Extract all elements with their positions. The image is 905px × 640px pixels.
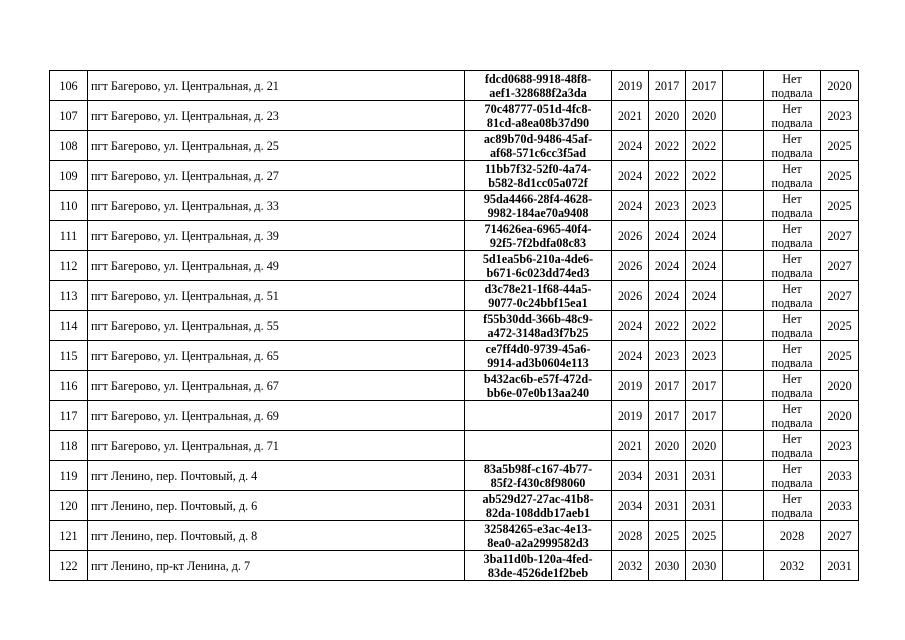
address-cell: пгт Багерово, ул. Центральная, д. 65 bbox=[88, 341, 465, 371]
year-cell-1: 2019 bbox=[612, 371, 649, 401]
house-guid-line-1: 11bb7f32-52f0-4a74- bbox=[484, 161, 592, 176]
table-row bbox=[50, 311, 859, 341]
address-cell: пгт Багерово, ул. Центральная, д. 67 bbox=[88, 371, 465, 401]
year-cell-3: 2023 bbox=[686, 191, 723, 221]
table-row bbox=[50, 161, 859, 191]
house-guid-cell bbox=[465, 71, 612, 101]
basement-line-2: подвала bbox=[771, 445, 813, 460]
address-cell: пгт Багерово, ул. Центральная, д. 51 bbox=[88, 281, 465, 311]
table-row bbox=[50, 401, 859, 431]
row-number: 107 bbox=[50, 101, 88, 131]
row-number: 119 bbox=[50, 461, 88, 491]
house-guid-line-1: ab529d27-27ac-41b8- bbox=[482, 491, 594, 506]
year-cell-3: 2017 bbox=[686, 71, 723, 101]
basement-line-1: Нет bbox=[782, 341, 802, 356]
basement-line-1: Нет bbox=[782, 371, 802, 386]
house-guid-line-1: ce7ff4d0-9739-45a6- bbox=[485, 341, 591, 356]
basement-line-1: Нет bbox=[782, 281, 802, 296]
address-cell: пгт Багерово, ул. Центральная, д. 27 bbox=[88, 161, 465, 191]
house-guid-cell bbox=[465, 251, 612, 281]
year-cell-last: 2025 bbox=[821, 311, 859, 341]
house-guid-line-2: 9077-0c24bbf15ea1 bbox=[488, 295, 588, 310]
house-guid-line-1: f55b30dd-366b-48c9- bbox=[483, 311, 593, 326]
year-cell-1: 2028 bbox=[612, 521, 649, 551]
basement-cell bbox=[764, 341, 821, 371]
basement-line-2: подвала bbox=[771, 205, 813, 220]
year-cell-1: 2024 bbox=[612, 341, 649, 371]
year-cell-3: 2017 bbox=[686, 371, 723, 401]
address-cell: пгт Багерово, ул. Центральная, д. 55 bbox=[88, 311, 465, 341]
basement-line-2: подвала bbox=[771, 175, 813, 190]
year-cell-3: 2024 bbox=[686, 221, 723, 251]
year-cell-2: 2025 bbox=[649, 521, 686, 551]
house-guid-cell bbox=[465, 161, 612, 191]
basement-cell bbox=[764, 401, 821, 431]
row-number: 113 bbox=[50, 281, 88, 311]
row-number: 110 bbox=[50, 191, 88, 221]
house-guid-line-2: aef1-328688f2a3da bbox=[489, 85, 587, 100]
table-row bbox=[50, 491, 859, 521]
address-cell: пгт Багерово, ул. Центральная, д. 25 bbox=[88, 131, 465, 161]
year-cell-3: 2020 bbox=[686, 431, 723, 461]
table-row bbox=[50, 101, 859, 131]
row-number: 112 bbox=[50, 251, 88, 281]
house-guid-line-1: 95da4466-28f4-4628- bbox=[483, 191, 593, 206]
house-guid-line-2: a472-3148ad3f7b25 bbox=[487, 325, 589, 340]
basement-line-1: Нет bbox=[782, 161, 802, 176]
address-cell: пгт Багерово, ул. Центральная, д. 21 bbox=[88, 71, 465, 101]
year-cell-3: 2024 bbox=[686, 251, 723, 281]
basement-line-1: Нет bbox=[782, 221, 802, 236]
year-cell-2: 2022 bbox=[649, 161, 686, 191]
house-guid-cell bbox=[465, 131, 612, 161]
empty-cell bbox=[723, 341, 764, 371]
year-cell-last: 2027 bbox=[821, 251, 859, 281]
year-cell-2: 2020 bbox=[649, 431, 686, 461]
housing-registry-table bbox=[49, 70, 859, 581]
year-cell-2: 2024 bbox=[649, 221, 686, 251]
row-number: 122 bbox=[50, 551, 88, 581]
year-cell-1: 2026 bbox=[612, 281, 649, 311]
year-cell-2: 2023 bbox=[649, 191, 686, 221]
house-guid-line-2: 8ea0-a2a2999582d3 bbox=[487, 535, 589, 550]
address-cell: пгт Багерово, ул. Центральная, д. 33 bbox=[88, 191, 465, 221]
row-number: 111 bbox=[50, 221, 88, 251]
year-cell-3: 2017 bbox=[686, 401, 723, 431]
year-cell-1: 2024 bbox=[612, 191, 649, 221]
basement-cell bbox=[764, 71, 821, 101]
empty-cell bbox=[723, 131, 764, 161]
basement-cell bbox=[764, 521, 821, 551]
house-guid-cell bbox=[465, 101, 612, 131]
basement-line-1: Нет bbox=[782, 401, 802, 416]
year-cell-2: 2031 bbox=[649, 491, 686, 521]
house-guid-line-1: 714626ea-6965-40f4- bbox=[484, 221, 592, 236]
basement-cell bbox=[764, 101, 821, 131]
year-cell-2: 2017 bbox=[649, 371, 686, 401]
basement-line-2: подвала bbox=[771, 235, 813, 250]
basement-cell bbox=[764, 461, 821, 491]
year-cell-2: 2024 bbox=[649, 251, 686, 281]
row-number: 116 bbox=[50, 371, 88, 401]
house-guid-cell bbox=[465, 311, 612, 341]
address-cell: пгт Багерово, ул. Центральная, д. 49 bbox=[88, 251, 465, 281]
house-guid-line-1: 5d1ea5b6-210a-4de6- bbox=[482, 251, 594, 266]
table-row bbox=[50, 341, 859, 371]
basement-line-2: подвала bbox=[771, 355, 813, 370]
house-guid-line-1: b432ac6b-e57f-472d- bbox=[483, 371, 593, 386]
year-cell-1: 2024 bbox=[612, 161, 649, 191]
address-cell: пгт Багерово, ул. Центральная, д. 71 bbox=[88, 431, 465, 461]
address-cell: пгт Ленино, пер. Почтовый, д. 6 bbox=[88, 491, 465, 521]
row-number: 114 bbox=[50, 311, 88, 341]
basement-cell bbox=[764, 161, 821, 191]
year-cell-last: 2027 bbox=[821, 521, 859, 551]
row-number: 118 bbox=[50, 431, 88, 461]
basement-cell bbox=[764, 371, 821, 401]
table-body bbox=[50, 71, 859, 581]
house-guid-line-1: fdcd0688-9918-48f8- bbox=[484, 71, 592, 86]
basement-cell bbox=[764, 191, 821, 221]
basement-cell bbox=[764, 491, 821, 521]
year-cell-3: 2024 bbox=[686, 281, 723, 311]
table-row bbox=[50, 71, 859, 101]
year-cell-1: 2032 bbox=[612, 551, 649, 581]
table-row bbox=[50, 281, 859, 311]
row-number: 115 bbox=[50, 341, 88, 371]
table-row bbox=[50, 371, 859, 401]
basement-line-2: подвала bbox=[771, 265, 813, 280]
table-row bbox=[50, 461, 859, 491]
year-cell-2: 2017 bbox=[649, 401, 686, 431]
row-number: 117 bbox=[50, 401, 88, 431]
house-guid-line-1: ac89b70d-9486-45af- bbox=[483, 131, 593, 146]
house-guid-cell bbox=[465, 191, 612, 221]
empty-cell bbox=[723, 221, 764, 251]
basement-line-2: подвала bbox=[771, 115, 813, 130]
basement-line-1: Нет bbox=[782, 101, 802, 116]
house-guid-cell bbox=[465, 221, 612, 251]
house-guid-line-2: 85f2-f430c8f98060 bbox=[490, 475, 586, 490]
year-cell-last: 2025 bbox=[821, 191, 859, 221]
year-cell-2: 2022 bbox=[649, 311, 686, 341]
empty-cell bbox=[723, 521, 764, 551]
basement-line-1: 2028 bbox=[779, 528, 805, 543]
house-guid-line-1: 3ba11d0b-120a-4fed- bbox=[483, 551, 593, 566]
basement-line-1: Нет bbox=[782, 431, 802, 446]
house-guid-line-1: d3c78e21-1f68-44a5- bbox=[484, 281, 592, 296]
house-guid-line-1: 83a5b98f-c167-4b77- bbox=[483, 461, 593, 476]
year-cell-2: 2031 bbox=[649, 461, 686, 491]
year-cell-1: 2021 bbox=[612, 101, 649, 131]
address-cell: пгт Ленино, пер. Почтовый, д. 8 bbox=[88, 521, 465, 551]
empty-cell bbox=[723, 101, 764, 131]
basement-cell bbox=[764, 221, 821, 251]
basement-line-1: Нет bbox=[782, 311, 802, 326]
year-cell-3: 2031 bbox=[686, 461, 723, 491]
year-cell-last: 2020 bbox=[821, 401, 859, 431]
basement-cell bbox=[764, 551, 821, 581]
empty-cell bbox=[723, 551, 764, 581]
house-guid-line-1: 32584265-e3ac-4e13- bbox=[484, 521, 592, 536]
basement-line-1: Нет bbox=[782, 251, 802, 266]
year-cell-1: 2021 bbox=[612, 431, 649, 461]
table-row bbox=[50, 131, 859, 161]
basement-cell bbox=[764, 131, 821, 161]
house-guid-cell bbox=[465, 551, 612, 581]
empty-cell bbox=[723, 161, 764, 191]
year-cell-1: 2024 bbox=[612, 131, 649, 161]
year-cell-last: 2027 bbox=[821, 281, 859, 311]
basement-line-2: подвала bbox=[771, 145, 813, 160]
address-cell: пгт Ленино, пр-кт Ленина, д. 7 bbox=[88, 551, 465, 581]
house-guid-line-1: 70c48777-051d-4fc8- bbox=[484, 101, 592, 116]
table-row bbox=[50, 221, 859, 251]
row-number: 109 bbox=[50, 161, 88, 191]
house-guid-cell bbox=[465, 371, 612, 401]
row-number: 106 bbox=[50, 71, 88, 101]
year-cell-3: 2022 bbox=[686, 131, 723, 161]
year-cell-3: 2022 bbox=[686, 161, 723, 191]
year-cell-last: 2025 bbox=[821, 161, 859, 191]
house-guid-line-2: 82da-108ddb17aeb1 bbox=[485, 505, 591, 520]
year-cell-last: 2027 bbox=[821, 221, 859, 251]
basement-line-2: подвала bbox=[771, 325, 813, 340]
year-cell-1: 2026 bbox=[612, 221, 649, 251]
year-cell-last: 2023 bbox=[821, 431, 859, 461]
house-guid-cell bbox=[465, 341, 612, 371]
year-cell-last: 2020 bbox=[821, 371, 859, 401]
year-cell-1: 2024 bbox=[612, 311, 649, 341]
empty-cell bbox=[723, 281, 764, 311]
year-cell-last: 2033 bbox=[821, 461, 859, 491]
row-number: 121 bbox=[50, 521, 88, 551]
year-cell-3: 2031 bbox=[686, 491, 723, 521]
house-guid-line-2: b582-8d1cc05a072f bbox=[488, 175, 588, 190]
house-guid-line-2: 9914-ad3b0604e113 bbox=[487, 355, 589, 370]
basement-line-1: 2032 bbox=[779, 558, 805, 573]
year-cell-2: 2017 bbox=[649, 71, 686, 101]
house-guid-line-2: bb6e-07e0b13aa240 bbox=[486, 385, 590, 400]
year-cell-last: 2020 bbox=[821, 71, 859, 101]
year-cell-2: 2030 bbox=[649, 551, 686, 581]
house-guid-line-2: b671-6c023dd74ed3 bbox=[486, 265, 590, 280]
house-guid-line-2: 92f5-7f2bdfa08c83 bbox=[489, 235, 587, 250]
house-guid-cell bbox=[465, 461, 612, 491]
house-guid-line-2: 81cd-a8ea08b37d90 bbox=[486, 115, 590, 130]
year-cell-3: 2023 bbox=[686, 341, 723, 371]
year-cell-1: 2019 bbox=[612, 401, 649, 431]
house-guid-cell bbox=[465, 521, 612, 551]
basement-line-1: Нет bbox=[782, 71, 802, 86]
basement-cell bbox=[764, 311, 821, 341]
year-cell-1: 2019 bbox=[612, 71, 649, 101]
year-cell-last: 2033 bbox=[821, 491, 859, 521]
empty-cell bbox=[723, 71, 764, 101]
basement-line-2: подвала bbox=[771, 85, 813, 100]
basement-line-2: подвала bbox=[771, 475, 813, 490]
house-guid-cell bbox=[465, 491, 612, 521]
basement-cell bbox=[764, 251, 821, 281]
table-row bbox=[50, 521, 859, 551]
basement-line-1: Нет bbox=[782, 191, 802, 206]
empty-cell bbox=[723, 311, 764, 341]
year-cell-3: 2030 bbox=[686, 551, 723, 581]
year-cell-2: 2024 bbox=[649, 281, 686, 311]
row-number: 120 bbox=[50, 491, 88, 521]
year-cell-last: 2031 bbox=[821, 551, 859, 581]
empty-cell bbox=[723, 371, 764, 401]
year-cell-3: 2025 bbox=[686, 521, 723, 551]
year-cell-last: 2023 bbox=[821, 101, 859, 131]
basement-line-1: Нет bbox=[782, 131, 802, 146]
basement-line-2: подвала bbox=[771, 385, 813, 400]
year-cell-3: 2020 bbox=[686, 101, 723, 131]
table-row bbox=[50, 431, 859, 461]
empty-cell bbox=[723, 431, 764, 461]
year-cell-2: 2022 bbox=[649, 131, 686, 161]
house-guid-cell bbox=[465, 281, 612, 311]
house-guid-line-2: 83de-4526de1f2beb bbox=[487, 565, 589, 580]
house-guid-line-2: af68-571c6cc3f5ad bbox=[489, 145, 587, 160]
address-cell: пгт Багерово, ул. Центральная, д. 23 bbox=[88, 101, 465, 131]
basement-line-2: подвала bbox=[771, 295, 813, 310]
basement-line-2: подвала bbox=[771, 415, 813, 430]
basement-cell bbox=[764, 431, 821, 461]
basement-line-1: Нет bbox=[782, 491, 802, 506]
address-cell: пгт Багерово, ул. Центральная, д. 69 bbox=[88, 401, 465, 431]
year-cell-2: 2020 bbox=[649, 101, 686, 131]
table-row bbox=[50, 191, 859, 221]
empty-cell bbox=[723, 401, 764, 431]
address-cell: пгт Ленино, пер. Почтовый, д. 4 bbox=[88, 461, 465, 491]
table-row bbox=[50, 551, 859, 581]
basement-line-1: Нет bbox=[782, 461, 802, 476]
year-cell-3: 2022 bbox=[686, 311, 723, 341]
year-cell-last: 2025 bbox=[821, 341, 859, 371]
house-guid-cell bbox=[465, 431, 612, 461]
empty-cell bbox=[723, 491, 764, 521]
basement-cell bbox=[764, 281, 821, 311]
house-guid-line-2: 9982-184ae70a9408 bbox=[487, 205, 589, 220]
year-cell-1: 2026 bbox=[612, 251, 649, 281]
table-row bbox=[50, 251, 859, 281]
year-cell-2: 2023 bbox=[649, 341, 686, 371]
empty-cell bbox=[723, 251, 764, 281]
year-cell-1: 2034 bbox=[612, 461, 649, 491]
house-guid-cell bbox=[465, 401, 612, 431]
year-cell-1: 2034 bbox=[612, 491, 649, 521]
basement-line-2: подвала bbox=[771, 505, 813, 520]
address-cell: пгт Багерово, ул. Центральная, д. 39 bbox=[88, 221, 465, 251]
empty-cell bbox=[723, 191, 764, 221]
row-number: 108 bbox=[50, 131, 88, 161]
empty-cell bbox=[723, 461, 764, 491]
year-cell-last: 2025 bbox=[821, 131, 859, 161]
